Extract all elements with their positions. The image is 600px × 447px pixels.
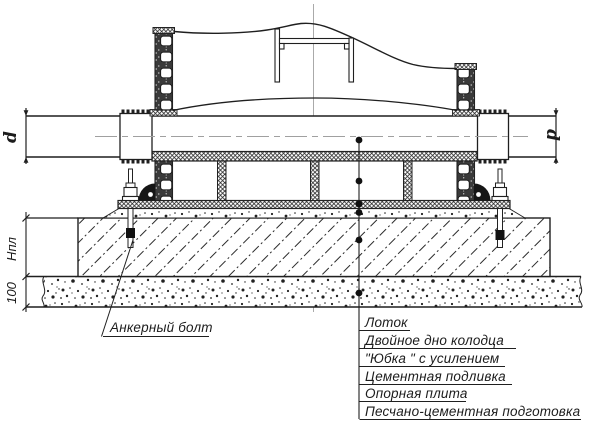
callout-sand-cement: Песчано-цементная подготовка [365, 404, 581, 419]
support-slab [78, 218, 550, 277]
stiffener-post [311, 161, 320, 201]
pipe-band [26, 110, 556, 164]
skirt-cap-left [153, 28, 175, 34]
skirt-cap-right [455, 64, 477, 70]
callout-double-bottom: Двойное дно колодца [365, 333, 504, 348]
well-upper-structure [153, 23, 477, 110]
stiffener-post [218, 161, 227, 201]
skirt-wall-right-upper [457, 69, 475, 110]
upper-bottom-plate [152, 152, 477, 162]
sand-cement-preparation [42, 277, 582, 308]
gusset-right [474, 183, 491, 200]
dim-prep-thickness-text: 100 [4, 282, 19, 304]
dim-slab-height-text: Нпл [4, 237, 19, 261]
callout-grout: Цементная подливка [365, 369, 506, 384]
dim-pipe-d-left [1, 108, 28, 164]
trough-frame [275, 29, 354, 82]
skirt-base-plate [118, 201, 510, 209]
cement-grout [103, 209, 525, 219]
skirt-wall-left-lower [155, 161, 173, 201]
lower-shell [173, 98, 458, 111]
skirt-wall-right-lower [457, 161, 475, 201]
callout-skirt: "Юбка " с усилением [365, 351, 500, 366]
gusset-left [139, 183, 156, 200]
callout-trough: Лоток [365, 315, 408, 330]
dim-heights-left [4, 212, 30, 312]
skirt-wall-left-upper [155, 33, 173, 110]
callout-support-plate: Опорная плита [365, 386, 468, 401]
dim-d-left-text: d [1, 131, 21, 143]
stiffener-post [404, 161, 413, 201]
upper-shell [174, 23, 457, 68]
dim-d-right-text: d [542, 129, 562, 141]
anchor-bolt-label: Анкерный болт [110, 320, 213, 335]
